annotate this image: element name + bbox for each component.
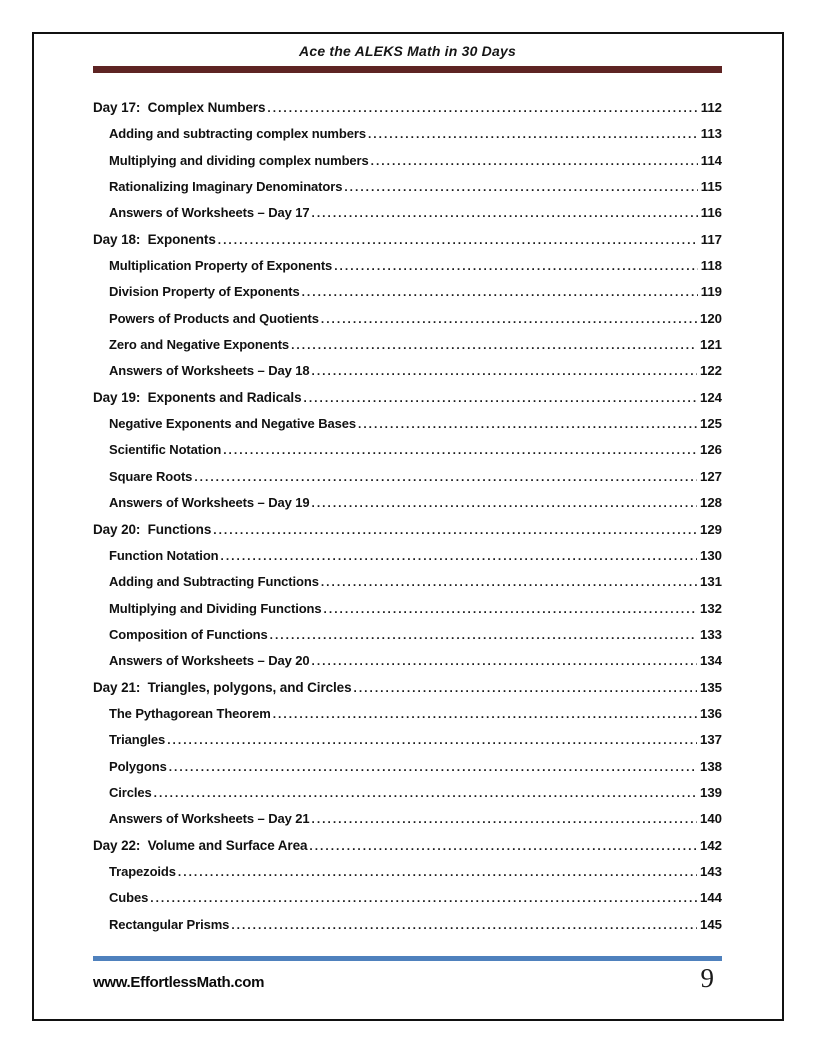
- toc-entry-label: Rectangular Prisms: [109, 916, 230, 932]
- header-rule: [93, 66, 722, 73]
- toc-entry-page-number: 120: [699, 310, 722, 326]
- toc-entry-label: Function Notation: [109, 547, 219, 563]
- toc-entry-page-number: 134: [699, 653, 722, 669]
- toc-entry-label: Multiplying and Dividing Functions: [109, 600, 322, 616]
- toc-entry-label: Rationalizing Imaginary Denominators: [109, 179, 343, 195]
- dot-leader: [223, 443, 697, 457]
- dot-leader: [270, 628, 697, 642]
- toc-entry-label: The Pythagorean Theorem: [109, 705, 271, 721]
- toc-section-entry[interactable]: [93, 148, 722, 174]
- toc-entry-page-number: 143: [699, 863, 722, 879]
- toc-entry-label: Day 19: Exponents and Radicals: [93, 389, 302, 405]
- toc-section-entry[interactable]: [93, 490, 722, 516]
- dot-leader: [169, 760, 697, 774]
- toc-section-entry[interactable]: [93, 885, 722, 911]
- dot-leader: [321, 575, 697, 589]
- toc-section-entry[interactable]: [93, 754, 722, 780]
- toc-section-entry[interactable]: [93, 464, 722, 490]
- dot-leader: [302, 285, 698, 299]
- toc-entry-label: Composition of Functions: [109, 626, 268, 642]
- toc-section-entry[interactable]: [93, 279, 722, 305]
- dot-leader: [312, 206, 698, 220]
- footer-website-link[interactable]: www.EffortlessMath.com: [93, 974, 265, 991]
- toc-entry-page-number: 132: [699, 600, 722, 616]
- toc-section-entry[interactable]: [93, 912, 722, 938]
- toc-entry-page-number: 128: [699, 495, 722, 511]
- toc-entry-page-number: 137: [699, 732, 722, 748]
- dot-leader: [231, 918, 697, 932]
- toc-section-entry[interactable]: [93, 253, 722, 279]
- toc-entry-page-number: 130: [699, 547, 722, 563]
- toc-entry-label: Cubes: [109, 890, 149, 906]
- toc-entry-page-number: 119: [700, 284, 722, 300]
- dot-leader: [358, 417, 697, 431]
- toc-entry-page-number: 118: [700, 258, 722, 274]
- toc-entry-page-number: 126: [699, 442, 722, 458]
- toc-entry-page-number: 121: [699, 337, 722, 353]
- dot-leader: [291, 338, 697, 352]
- toc-entry-label: Multiplication Property of Exponents: [109, 258, 333, 274]
- toc-chapter-entry[interactable]: [93, 517, 722, 543]
- toc-section-entry[interactable]: [93, 437, 722, 463]
- toc-chapter-entry[interactable]: [93, 385, 722, 411]
- toc-entry-page-number: 125: [699, 416, 722, 432]
- toc-entry-page-number: 113: [700, 126, 722, 142]
- toc-entry-label: Adding and Subtracting Functions: [109, 574, 319, 590]
- toc-entry-page-number: 131: [699, 574, 722, 590]
- toc-entry-page-number: 129: [699, 521, 722, 537]
- dot-leader: [354, 681, 697, 695]
- toc-entry-label: Day 22: Volume and Surface Area: [93, 837, 308, 853]
- toc-entry-label: Answers of Worksheets – Day 17: [109, 205, 310, 221]
- toc-entry-label: Day 18: Exponents: [93, 231, 216, 247]
- toc-entry-page-number: 144: [699, 890, 722, 906]
- toc-section-entry[interactable]: [93, 543, 722, 569]
- toc-section-entry[interactable]: [93, 806, 722, 832]
- dot-leader: [267, 101, 697, 115]
- dot-leader: [218, 233, 698, 247]
- toc-entry-label: Polygons: [109, 758, 167, 774]
- toc-entry-page-number: 117: [700, 231, 722, 247]
- toc-entry-label: Multiplying and dividing complex numbers: [109, 152, 369, 168]
- toc-section-entry[interactable]: [93, 411, 722, 437]
- toc-entry-label: Trapezoids: [109, 863, 176, 879]
- toc-section-entry[interactable]: [93, 569, 722, 595]
- toc-entry-label: Triangles: [109, 732, 166, 748]
- dot-leader: [312, 364, 697, 378]
- dot-leader: [273, 707, 697, 721]
- dot-leader: [213, 523, 697, 537]
- dot-leader: [371, 154, 698, 168]
- toc-chapter-entry[interactable]: [93, 675, 722, 701]
- toc-entry-page-number: 139: [699, 784, 722, 800]
- toc-entry-page-number: 140: [699, 811, 722, 827]
- book-title-header: Ace the ALEKS Math in 30 Days: [299, 43, 516, 59]
- toc-chapter-entry[interactable]: [93, 95, 722, 121]
- toc-section-entry[interactable]: [93, 358, 722, 384]
- toc-section-entry[interactable]: [93, 648, 722, 674]
- toc-entry-page-number: 112: [700, 100, 722, 115]
- table-of-contents: [93, 95, 722, 938]
- toc-entry-page-number: 122: [699, 363, 722, 379]
- toc-entry-label: Square Roots: [109, 468, 193, 484]
- dot-leader: [312, 812, 697, 826]
- dot-leader: [150, 891, 697, 905]
- dot-leader: [194, 470, 697, 484]
- toc-entry-page-number: 142: [699, 837, 722, 853]
- toc-section-entry[interactable]: [93, 200, 722, 226]
- toc-section-entry[interactable]: [93, 332, 722, 358]
- dot-leader: [221, 549, 697, 563]
- toc-section-entry[interactable]: [93, 859, 722, 885]
- toc-entry-label: Zero and Negative Exponents: [109, 337, 290, 353]
- toc-chapter-entry[interactable]: [93, 833, 722, 859]
- toc-entry-page-number: 135: [699, 679, 722, 695]
- toc-section-entry[interactable]: [93, 727, 722, 753]
- toc-entry-label: Circles: [109, 784, 152, 800]
- toc-section-entry[interactable]: [93, 121, 722, 147]
- toc-entry-label: Day 17: Complex Numbers: [93, 100, 266, 115]
- dot-leader: [303, 391, 697, 405]
- dot-leader: [324, 602, 697, 616]
- toc-section-entry[interactable]: [93, 780, 722, 806]
- dot-leader: [368, 127, 698, 141]
- dot-leader: [312, 654, 697, 668]
- toc-entry-label: Answers of Worksheets – Day 19: [109, 495, 310, 511]
- dot-leader: [312, 496, 697, 510]
- toc-entry-label: Division Property of Exponents: [109, 284, 300, 300]
- toc-entry-label: Answers of Worksheets – Day 21: [109, 811, 310, 827]
- toc-entry-page-number: 145: [699, 916, 722, 932]
- dot-leader: [167, 733, 697, 747]
- toc-entry-label: Day 20: Functions: [93, 521, 212, 537]
- toc-section-entry[interactable]: [93, 596, 722, 622]
- toc-entry-label: Answers of Worksheets – Day 20: [109, 653, 310, 669]
- toc-chapter-entry[interactable]: [93, 227, 722, 253]
- dot-leader: [344, 180, 697, 194]
- toc-section-entry[interactable]: [93, 622, 722, 648]
- dot-leader: [334, 259, 698, 273]
- toc-section-entry[interactable]: [93, 306, 722, 332]
- toc-entry-page-number: 124: [699, 389, 722, 405]
- toc-entry-page-number: 133: [699, 626, 722, 642]
- toc-entry-page-number: 116: [700, 205, 722, 221]
- dot-leader: [178, 865, 697, 879]
- dot-leader: [321, 312, 697, 326]
- toc-entry-label: Negative Exponents and Negative Bases: [109, 416, 357, 432]
- toc-entry-label: Powers of Products and Quotients: [109, 310, 319, 326]
- toc-entry-label: Answers of Worksheets – Day 18: [109, 363, 310, 379]
- toc-entry-label: Adding and subtracting complex numbers: [109, 126, 366, 142]
- footer: [93, 963, 722, 994]
- toc-entry-page-number: 115: [700, 179, 722, 195]
- dot-leader: [309, 839, 697, 853]
- page-number: 9: [700, 963, 714, 993]
- dot-leader: [154, 786, 697, 800]
- toc-entry-label: Day 21: Triangles, polygons, and Circles: [93, 679, 352, 695]
- toc-section-entry[interactable]: [93, 701, 722, 727]
- toc-section-entry[interactable]: [93, 174, 722, 200]
- toc-entry-page-number: 136: [699, 705, 722, 721]
- toc-entry-page-number: 138: [699, 758, 722, 774]
- toc-entry-label: Scientific Notation: [109, 442, 222, 458]
- toc-entry-page-number: 127: [699, 468, 722, 484]
- toc-entry-page-number: 114: [700, 152, 722, 168]
- footer-rule: [93, 956, 722, 961]
